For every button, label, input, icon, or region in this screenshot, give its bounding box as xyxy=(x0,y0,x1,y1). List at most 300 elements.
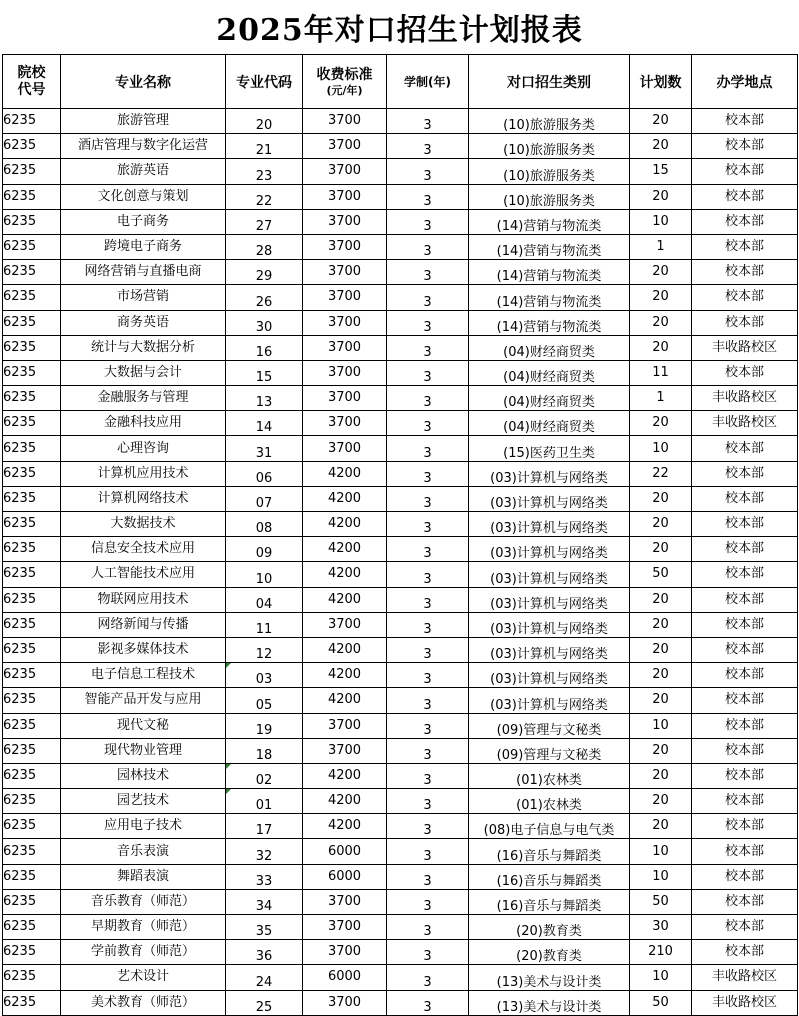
school-code-cell: 6235 xyxy=(3,209,61,234)
major-code-cell: 07 xyxy=(226,486,303,511)
category-cell: (10)旅游服务类 xyxy=(469,184,630,209)
category-cell: (13)美术与设计类 xyxy=(469,965,630,990)
location-cell: 校本部 xyxy=(692,587,798,612)
major-name-cell: 心理咨询 xyxy=(61,436,226,461)
school-code-cell: 6235 xyxy=(3,990,61,1015)
years-cell: 3 xyxy=(387,184,469,209)
years-cell: 3 xyxy=(387,310,469,335)
table-row xyxy=(3,209,798,234)
major-code-cell: 31 xyxy=(226,436,303,461)
major-name-cell: 早期教育（师范） xyxy=(61,915,226,940)
major-name-cell: 现代文秘 xyxy=(61,713,226,738)
category-cell: (20)教育类 xyxy=(469,915,630,940)
school-code-cell: 6235 xyxy=(3,260,61,285)
years-cell: 3 xyxy=(387,663,469,688)
location-cell: 校本部 xyxy=(692,688,798,713)
table-row xyxy=(3,310,798,335)
plan-cell: 20 xyxy=(630,411,692,436)
major-code-cell: 24 xyxy=(226,965,303,990)
fee-cell: 3700 xyxy=(303,713,387,738)
category-cell: (03)计算机与网络类 xyxy=(469,663,630,688)
table-row xyxy=(3,260,798,285)
school-code-cell: 6235 xyxy=(3,335,61,360)
school-code-cell: 6235 xyxy=(3,889,61,914)
fee-cell: 3700 xyxy=(303,335,387,360)
major-code-cell: 13 xyxy=(226,386,303,411)
fee-cell: 4200 xyxy=(303,789,387,814)
major-name-cell: 酒店管理与数字化运营 xyxy=(61,134,226,159)
major-code-cell: 29 xyxy=(226,260,303,285)
fee-cell: 3700 xyxy=(303,209,387,234)
major-name-cell: 旅游管理 xyxy=(61,109,226,134)
fee-cell: 3700 xyxy=(303,915,387,940)
major-name-cell: 美术教育（师范） xyxy=(61,990,226,1015)
school-code-cell: 6235 xyxy=(3,234,61,259)
category-cell: (16)音乐与舞蹈类 xyxy=(469,864,630,889)
school-code-cell: 6235 xyxy=(3,763,61,788)
plan-cell: 20 xyxy=(630,134,692,159)
major-name-cell: 统计与大数据分析 xyxy=(61,335,226,360)
table-body xyxy=(3,109,798,1016)
school-code-cell: 6235 xyxy=(3,562,61,587)
years-cell: 3 xyxy=(387,688,469,713)
major-code-cell: 36 xyxy=(226,940,303,965)
school-code-cell: 6235 xyxy=(3,864,61,889)
category-cell: (03)计算机与网络类 xyxy=(469,486,630,511)
category-cell: (04)财经商贸类 xyxy=(469,360,630,385)
fee-cell: 4200 xyxy=(303,814,387,839)
fee-cell: 3700 xyxy=(303,310,387,335)
plan-cell: 20 xyxy=(630,335,692,360)
plan-cell: 20 xyxy=(630,738,692,763)
location-cell: 校本部 xyxy=(692,663,798,688)
fee-cell: 4200 xyxy=(303,587,387,612)
years-cell: 3 xyxy=(387,612,469,637)
table-row xyxy=(3,814,798,839)
fee-cell: 3700 xyxy=(303,184,387,209)
category-cell: (14)营销与物流类 xyxy=(469,310,630,335)
table-row xyxy=(3,411,798,436)
fee-cell: 4200 xyxy=(303,763,387,788)
fee-cell: 6000 xyxy=(303,839,387,864)
location-cell: 校本部 xyxy=(692,839,798,864)
location-cell: 校本部 xyxy=(692,889,798,914)
category-cell: (04)财经商贸类 xyxy=(469,386,630,411)
plan-cell: 20 xyxy=(630,663,692,688)
major-name-cell: 计算机应用技术 xyxy=(61,461,226,486)
school-code-cell: 6235 xyxy=(3,940,61,965)
major-name-cell: 现代物业管理 xyxy=(61,738,226,763)
plan-cell: 30 xyxy=(630,915,692,940)
major-name-cell: 金融科技应用 xyxy=(61,411,226,436)
category-cell: (03)计算机与网络类 xyxy=(469,587,630,612)
table-row xyxy=(3,713,798,738)
table-row xyxy=(3,512,798,537)
category-cell: (16)音乐与舞蹈类 xyxy=(469,839,630,864)
school-code-cell: 6235 xyxy=(3,109,61,134)
location-cell: 校本部 xyxy=(692,562,798,587)
years-cell: 3 xyxy=(387,285,469,310)
table-row xyxy=(3,335,798,360)
header-row xyxy=(3,55,798,109)
table-row xyxy=(3,486,798,511)
years-cell: 3 xyxy=(387,562,469,587)
major-name-cell: 网络新闻与传播 xyxy=(61,612,226,637)
table-row xyxy=(3,461,798,486)
school-code-cell: 6235 xyxy=(3,587,61,612)
years-cell: 3 xyxy=(387,234,469,259)
plan-cell: 15 xyxy=(630,159,692,184)
years-cell: 3 xyxy=(387,814,469,839)
major-name-cell: 应用电子技术 xyxy=(61,814,226,839)
years-cell: 3 xyxy=(387,915,469,940)
location-cell: 丰收路校区 xyxy=(692,411,798,436)
fee-cell: 4200 xyxy=(303,486,387,511)
plan-cell: 20 xyxy=(630,637,692,662)
years-cell: 3 xyxy=(387,763,469,788)
major-name-cell: 市场营销 xyxy=(61,285,226,310)
fee-cell: 3700 xyxy=(303,940,387,965)
years-cell: 3 xyxy=(387,386,469,411)
major-code-cell: 12 xyxy=(226,637,303,662)
table-row xyxy=(3,789,798,814)
school-code-cell: 6235 xyxy=(3,663,61,688)
cell-indicator-icon xyxy=(226,764,231,769)
plan-cell: 20 xyxy=(630,763,692,788)
major-code-cell: 09 xyxy=(226,537,303,562)
plan-cell: 20 xyxy=(630,688,692,713)
location-cell: 校本部 xyxy=(692,738,798,763)
cell-indicator-icon xyxy=(226,789,231,794)
school-code-cell: 6235 xyxy=(3,537,61,562)
school-code-cell: 6235 xyxy=(3,814,61,839)
plan-cell: 20 xyxy=(630,310,692,335)
major-name-cell: 旅游英语 xyxy=(61,159,226,184)
location-cell: 校本部 xyxy=(692,789,798,814)
fee-cell: 3700 xyxy=(303,990,387,1015)
plan-cell: 22 xyxy=(630,461,692,486)
location-cell: 校本部 xyxy=(692,814,798,839)
table-row xyxy=(3,663,798,688)
school-code-cell: 6235 xyxy=(3,184,61,209)
location-cell: 校本部 xyxy=(692,461,798,486)
category-cell: (14)营销与物流类 xyxy=(469,209,630,234)
plan-cell: 20 xyxy=(630,260,692,285)
location-cell: 校本部 xyxy=(692,109,798,134)
table-row xyxy=(3,940,798,965)
years-cell: 3 xyxy=(387,134,469,159)
category-cell: (10)旅游服务类 xyxy=(469,134,630,159)
plan-cell: 20 xyxy=(630,587,692,612)
major-code-cell: 03 xyxy=(226,663,303,688)
location-cell: 校本部 xyxy=(692,915,798,940)
fee-cell: 3700 xyxy=(303,234,387,259)
table-row xyxy=(3,562,798,587)
category-cell: (01)农林类 xyxy=(469,763,630,788)
table-row xyxy=(3,763,798,788)
major-code-cell: 16 xyxy=(226,335,303,360)
location-cell: 丰收路校区 xyxy=(692,386,798,411)
enrollment-plan-table xyxy=(2,54,798,1016)
fee-cell: 4200 xyxy=(303,637,387,662)
major-name-cell: 学前教育（师范） xyxy=(61,940,226,965)
major-name-cell: 音乐教育（师范） xyxy=(61,889,226,914)
location-cell: 校本部 xyxy=(692,537,798,562)
table-row xyxy=(3,537,798,562)
major-code-cell: 20 xyxy=(226,109,303,134)
header-plan: 计划数 xyxy=(630,55,692,109)
table-row xyxy=(3,965,798,990)
major-code-cell: 02 xyxy=(226,763,303,788)
school-code-cell: 6235 xyxy=(3,411,61,436)
table-row xyxy=(3,285,798,310)
major-name-cell: 信息安全技术应用 xyxy=(61,537,226,562)
table-row xyxy=(3,234,798,259)
fee-cell: 4200 xyxy=(303,461,387,486)
location-cell: 校本部 xyxy=(692,360,798,385)
fee-cell: 3700 xyxy=(303,109,387,134)
major-code-cell: 04 xyxy=(226,587,303,612)
major-name-cell: 跨境电子商务 xyxy=(61,234,226,259)
location-cell: 校本部 xyxy=(692,763,798,788)
category-cell: (09)管理与文秘类 xyxy=(469,713,630,738)
major-code-cell: 08 xyxy=(226,512,303,537)
header-category: 对口招生类别 xyxy=(469,55,630,109)
years-cell: 3 xyxy=(387,109,469,134)
location-cell: 校本部 xyxy=(692,209,798,234)
fee-cell: 3700 xyxy=(303,386,387,411)
location-cell: 校本部 xyxy=(692,940,798,965)
major-code-cell: 30 xyxy=(226,310,303,335)
major-code-cell: 32 xyxy=(226,839,303,864)
major-code-cell: 06 xyxy=(226,461,303,486)
category-cell: (20)教育类 xyxy=(469,940,630,965)
table-row xyxy=(3,864,798,889)
years-cell: 3 xyxy=(387,486,469,511)
years-cell: 3 xyxy=(387,990,469,1015)
school-code-cell: 6235 xyxy=(3,386,61,411)
category-cell: (03)计算机与网络类 xyxy=(469,612,630,637)
years-cell: 3 xyxy=(387,637,469,662)
plan-cell: 10 xyxy=(630,864,692,889)
table-row xyxy=(3,159,798,184)
location-cell: 校本部 xyxy=(692,134,798,159)
page-title: 2025年对口招生计划报表 xyxy=(216,13,583,48)
years-cell: 3 xyxy=(387,789,469,814)
header-school-code: 院校 代号 xyxy=(3,55,61,109)
plan-cell: 20 xyxy=(630,789,692,814)
category-cell: (03)计算机与网络类 xyxy=(469,461,630,486)
plan-cell: 20 xyxy=(630,184,692,209)
category-cell: (09)管理与文秘类 xyxy=(469,738,630,763)
fee-cell: 3700 xyxy=(303,436,387,461)
location-cell: 校本部 xyxy=(692,184,798,209)
category-cell: (14)营销与物流类 xyxy=(469,285,630,310)
years-cell: 3 xyxy=(387,713,469,738)
years-cell: 3 xyxy=(387,260,469,285)
category-cell: (04)财经商贸类 xyxy=(469,335,630,360)
table-row xyxy=(3,637,798,662)
years-cell: 3 xyxy=(387,738,469,763)
school-code-cell: 6235 xyxy=(3,965,61,990)
table-row xyxy=(3,109,798,134)
school-code-cell: 6235 xyxy=(3,310,61,335)
years-cell: 3 xyxy=(387,461,469,486)
major-name-cell: 园艺技术 xyxy=(61,789,226,814)
major-name-cell: 大数据技术 xyxy=(61,512,226,537)
major-name-cell: 金融服务与管理 xyxy=(61,386,226,411)
fee-cell: 3700 xyxy=(303,285,387,310)
major-name-cell: 园林技术 xyxy=(61,763,226,788)
school-code-cell: 6235 xyxy=(3,738,61,763)
location-cell: 校本部 xyxy=(692,486,798,511)
major-name-cell: 艺术设计 xyxy=(61,965,226,990)
category-cell: (15)医药卫生类 xyxy=(469,436,630,461)
school-code-cell: 6235 xyxy=(3,159,61,184)
school-code-cell: 6235 xyxy=(3,637,61,662)
school-code-cell: 6235 xyxy=(3,915,61,940)
category-cell: (01)农林类 xyxy=(469,789,630,814)
plan-cell: 10 xyxy=(630,713,692,738)
plan-cell: 210 xyxy=(630,940,692,965)
table-row xyxy=(3,436,798,461)
plan-cell: 10 xyxy=(630,436,692,461)
fee-cell: 3700 xyxy=(303,260,387,285)
major-code-cell: 22 xyxy=(226,184,303,209)
major-code-cell: 27 xyxy=(226,209,303,234)
years-cell: 3 xyxy=(387,360,469,385)
plan-cell: 50 xyxy=(630,990,692,1015)
fee-cell: 3700 xyxy=(303,411,387,436)
fee-cell: 3700 xyxy=(303,889,387,914)
school-code-cell: 6235 xyxy=(3,360,61,385)
major-code-cell: 18 xyxy=(226,738,303,763)
plan-cell: 20 xyxy=(630,109,692,134)
school-code-cell: 6235 xyxy=(3,285,61,310)
fee-cell: 6000 xyxy=(303,965,387,990)
years-cell: 3 xyxy=(387,411,469,436)
major-name-cell: 商务英语 xyxy=(61,310,226,335)
location-cell: 丰收路校区 xyxy=(692,335,798,360)
category-cell: (10)旅游服务类 xyxy=(469,109,630,134)
table-row xyxy=(3,134,798,159)
plan-cell: 10 xyxy=(630,209,692,234)
major-code-cell: 35 xyxy=(226,915,303,940)
location-cell: 校本部 xyxy=(692,260,798,285)
fee-cell: 4200 xyxy=(303,562,387,587)
table-row xyxy=(3,612,798,637)
plan-cell: 1 xyxy=(630,386,692,411)
years-cell: 3 xyxy=(387,335,469,360)
fee-cell: 3700 xyxy=(303,612,387,637)
fee-cell: 4200 xyxy=(303,537,387,562)
header-fee: 收费标准 (元/年) xyxy=(303,55,387,109)
table-row xyxy=(3,839,798,864)
major-name-cell: 大数据与会计 xyxy=(61,360,226,385)
years-cell: 3 xyxy=(387,940,469,965)
fee-cell: 6000 xyxy=(303,864,387,889)
header-location: 办学地点 xyxy=(692,55,798,109)
plan-cell: 20 xyxy=(630,285,692,310)
major-name-cell: 文化创意与策划 xyxy=(61,184,226,209)
location-cell: 校本部 xyxy=(692,637,798,662)
table-row xyxy=(3,688,798,713)
table-row xyxy=(3,360,798,385)
major-code-cell: 21 xyxy=(226,134,303,159)
school-code-cell: 6235 xyxy=(3,134,61,159)
major-code-cell: 19 xyxy=(226,713,303,738)
years-cell: 3 xyxy=(387,512,469,537)
major-name-cell: 舞蹈表演 xyxy=(61,864,226,889)
school-code-cell: 6235 xyxy=(3,839,61,864)
category-cell: (10)旅游服务类 xyxy=(469,159,630,184)
header-major-name: 专业名称 xyxy=(61,55,226,109)
category-cell: (14)营销与物流类 xyxy=(469,234,630,259)
school-code-cell: 6235 xyxy=(3,713,61,738)
school-code-cell: 6235 xyxy=(3,461,61,486)
major-code-cell: 17 xyxy=(226,814,303,839)
plan-cell: 20 xyxy=(630,486,692,511)
years-cell: 3 xyxy=(387,839,469,864)
category-cell: (04)财经商贸类 xyxy=(469,411,630,436)
major-code-cell: 01 xyxy=(226,789,303,814)
plan-cell: 50 xyxy=(630,562,692,587)
plan-cell: 50 xyxy=(630,889,692,914)
category-cell: (14)营销与物流类 xyxy=(469,260,630,285)
major-code-cell: 14 xyxy=(226,411,303,436)
location-cell: 校本部 xyxy=(692,436,798,461)
category-cell: (08)电子信息与电气类 xyxy=(469,814,630,839)
years-cell: 3 xyxy=(387,889,469,914)
major-code-cell: 11 xyxy=(226,612,303,637)
major-name-cell: 计算机网络技术 xyxy=(61,486,226,511)
fee-cell: 4200 xyxy=(303,663,387,688)
table-row xyxy=(3,915,798,940)
table-row xyxy=(3,587,798,612)
school-code-cell: 6235 xyxy=(3,688,61,713)
major-code-cell: 15 xyxy=(226,360,303,385)
major-code-cell: 34 xyxy=(226,889,303,914)
school-code-cell: 6235 xyxy=(3,436,61,461)
fee-cell: 3700 xyxy=(303,360,387,385)
location-cell: 校本部 xyxy=(692,512,798,537)
table-row xyxy=(3,990,798,1015)
major-code-cell: 26 xyxy=(226,285,303,310)
major-name-cell: 网络营销与直播电商 xyxy=(61,260,226,285)
location-cell: 校本部 xyxy=(692,713,798,738)
major-name-cell: 影视多媒体技术 xyxy=(61,637,226,662)
years-cell: 3 xyxy=(387,587,469,612)
school-code-cell: 6235 xyxy=(3,486,61,511)
plan-cell: 10 xyxy=(630,839,692,864)
location-cell: 校本部 xyxy=(692,310,798,335)
cell-indicator-icon xyxy=(226,663,231,668)
plan-cell: 10 xyxy=(630,965,692,990)
major-code-cell: 33 xyxy=(226,864,303,889)
years-cell: 3 xyxy=(387,159,469,184)
fee-cell: 4200 xyxy=(303,688,387,713)
years-cell: 3 xyxy=(387,864,469,889)
major-name-cell: 人工智能技术应用 xyxy=(61,562,226,587)
category-cell: (16)音乐与舞蹈类 xyxy=(469,889,630,914)
category-cell: (03)计算机与网络类 xyxy=(469,512,630,537)
major-name-cell: 音乐表演 xyxy=(61,839,226,864)
location-cell: 丰收路校区 xyxy=(692,965,798,990)
plan-cell: 20 xyxy=(630,612,692,637)
location-cell: 校本部 xyxy=(692,864,798,889)
fee-cell: 4200 xyxy=(303,512,387,537)
plan-cell: 11 xyxy=(630,360,692,385)
